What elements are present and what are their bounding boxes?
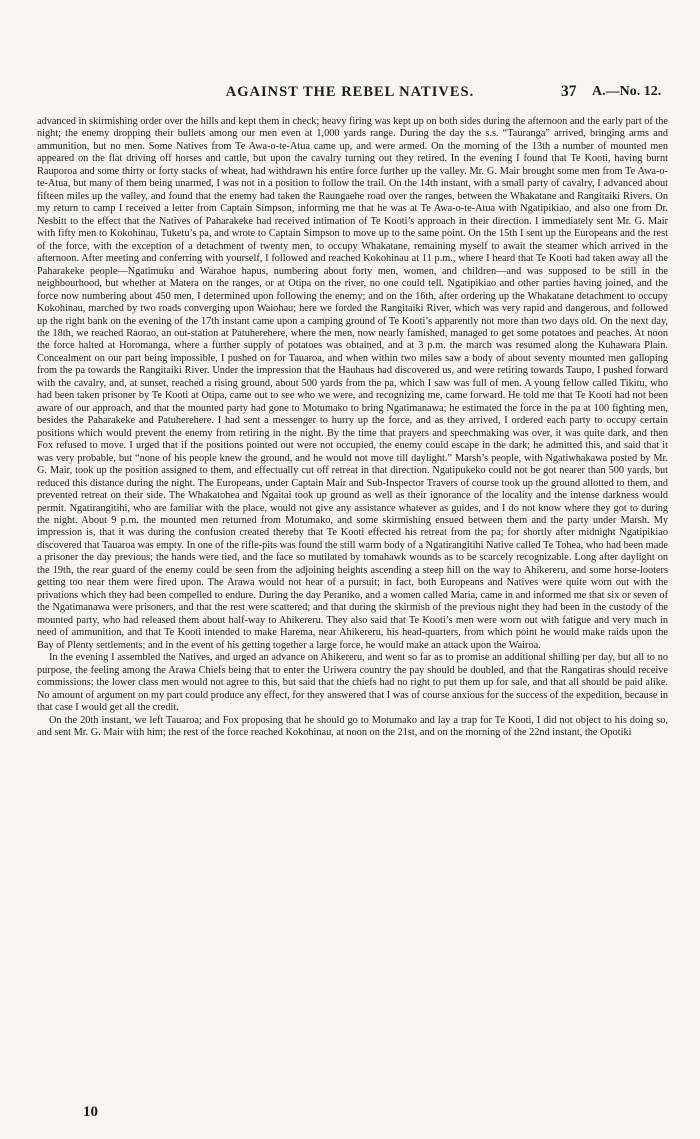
paragraph: In the evening I assembled the Natives, and urged an advance on Ahikereru, and went so far as to promise an additional shilling per day, but all to no purpose, the feeling among the Arawa Chiefs being that to enter the Uriwera country the pay should be doubled, and that the Rangatiras should receive commissions; the lower class men would not agree to this, but said that the chiefs had no right to put them up for sale, and that all should be paid alike. No amount of argument on my part could produce any effect, for they answered that I was of course anxious for the success of the expedition, because in that case I would get all the credit.	[37, 652, 668, 714]
page-header	[0, 84, 700, 106]
paragraph: On the 20th instant, we left Tauaroa; and Fox proposing that he should go to Motumako and lay a trap for Te Kooti, I did not object to his doing so, and sent Mr. G. Mair with him; the rest of the force reached Kokohinau, at noon on the 21st, and on the morning of the 22nd instant, the Opotiki	[37, 714, 668, 738]
running-title: AGAINST THE REBEL NATIVES.	[225, 84, 475, 100]
document-reference: A.—No. 12.	[592, 84, 662, 99]
paragraph: advanced in skirmishing order over the hills and kept them in check; heavy firing was kept up on both sides during the afternoon and the early part of the night; the enemy dropping their bullets among our men even at 1,000 yards range. During the day the s.s. “Tauranga” arrived, bringing arms and ammunition, but no men. Some Natives from Te Awa-o-te-Atua came up, and were armed. On the morning of the 13th a number of mounted men appeared on the flat driving off horses and cattle, but upon the cavalry turning out they retired. In the evening I found that Te Kooti, having burnt Rauporoa and some thirty or forty stacks of wheat, had withdrawn his entire force further up the valley. Mr. G. Mair brought some men from Te Awa-o-te-Atua, but many of them being unarmed, I was not in a position to follow the trail. On the 14th instant, with a small party of cavalry, I advanced about fifteen miles up the valley, and found that the enemy had taken the Raungaehe road over the ranges, between the Whakatane and Rangitaiki Rivers. On my return to camp I received a letter from Captain Simpson, informing me that he was at Te Awa-o-te-Atua with Ngatipikiao, and also one from Dr. Nesbitt to the effect that the Natives of Paharakeke had received intimation of Te Kooti’s approach in their direction. I immediately sent Mr. G. Mair with fifty men to Kokohinau, Tuketu’s pa, and wrote to Captain Simpson to move up to the same point. On the 15th I sent up the Europeans and the rest of the force, with the exception of a detachment of twenty men, to occupy Whakatane, remaining myself to await the steamer which arrived in the afternoon. After meeting and conferring with yourself, I followed and reached Kokohinau at 11 p.m., where I heard that Te Kooti had taken away all the Paharakeke people—Ngatimuku and Warahoe hapus, numbering about forty men, women, and children—and was supposed to be still in the neighbourhood, but whether at Matera on the ranges, or at Otipa on the river, no one could tell. Ngatipikiao and other parties having joined, and the force now numbering about 450 men, I determined upon following the enemy; and on the 16th, after ordering up the Whakatane detachment to occupy Kokohinau, marched by two roads converging upon Waiohau; here we forded the Rangitaiki River, which was very rapid and dangerous, and followed up the right bank on the evening of the 17th instant came upon a camping ground of Te Kooti’s apparently not more than two days old. On the next day, the 18th, we reached Raorao, an out-station at Patuherehere, where the men, now nearly famished, managed to get some potatoes and peaches. At noon the force halted at Horomanga, where a further supply of potatoes was obtained, and at 3 p.m. the march was resumed along the Kuhawara Plain. Concealment on our part being impossible, I pushed on for Tauaroa, and when within two miles saw a body of about seventy mounted men galloping from the pa towards the Rangitaiki River. Under the impression that the Hauhaus had discovered us, and were retiring towards Taupo, I pushed forward with the cavalry, and, at sunset, reached a rising ground, about 500 yards from the pa, which I saw was full of men. A young fellow called Tikitu, who had been taken prisoner by Te Kooti at Otipa, came out to see who we were, and recognizing me, came forward. He told me that Te Kooti had not been aware of our approach, and that the mounted party had gone to Motumako to bring Ngatimanawa; he estimated the force in the pa at 100 fighting men, besides the Paharakeke and Patuherehere. I had sent a messenger to hurry up the force, and as they arrived, I ordered each party to occupy certain positions which would prevent the enemy from retiring in the night. By the time that prayers and speechmaking was over, it was quite dark, and then Fox refused to move. I urged that if the positions pointed out were not occupied, the enemy could escape in the dark; he admitted this, and said that it was very probable, but “none of his people knew the ground, and he would not move till daylight.” Marsh’s people, with Ngatiwhakawa posted by Mr. G. Mair, took up the position assigned to them, and effectually cut off retreat in that direction. Ngatipukeko could not be got nearer than 500 yards, but reduced this distance during the night. The Europeans, under Captain Mair and Sub-Inspector Travers of course took up the ground allotted to them, and prevented retreat on their side. The Whakatohea and Ngaitai took up ground as well as their ignorance of the locality and the intense darkness would permit. Ngatirangitihi, who are familiar with the place, would not give any assistance whatever as guides, and I do not know where they got to during the night. About 9 p.m. the mounted men returned from Motumako, and some skirmishing ensued between them and the party under Marsh. My impression is, that it was during the confusion created thereby that Te Kooti effected his retreat from the pa; for shortly after midnight Ngatipikiao discovered that Tauaroa was empty. In one of the rifle-pits was found the still warm body of a Ngatirangitihi Native called Te Tohea, who had been made a prisoner the day previous; the hands were tied, and the face so mutilated by tomahawk wounds as to be scarcely recognizable. Long after daylight on the 19th, the rear guard of the enemy could be seen from the adjoining heights ascending a steep hill on the way to Ahikereru, and some horse-looters getting too near them were fired upon. The Arawa would not hear of a pursuit; in fact, both Europeans and Natives were quite worn out with the privations which they had been compelled to endure. During the day Peraniko, and a women called Maria, came in and informed me that six or seven of the Ngatimanawa were prisoners, and that the rest were scattered; and that during the skirmish of the previous night they had been in the custody of the mounted party, who had released them about half-way to Ahikereru. They also said that Te Kooti’s men were worn out with fatigue and very much in need of ammunition, and that Te Kooti intended to make Harema, near Ahikereru, his head-quarters, from which point he would make raids upon the Bay of Plenty settlements; and in the event of his getting together a large force, he would make an attack upon the Wairoa.	[37, 116, 668, 651]
body-text	[37, 116, 668, 739]
page-number: 37	[561, 83, 577, 100]
signature-number: 10	[83, 1104, 98, 1120]
